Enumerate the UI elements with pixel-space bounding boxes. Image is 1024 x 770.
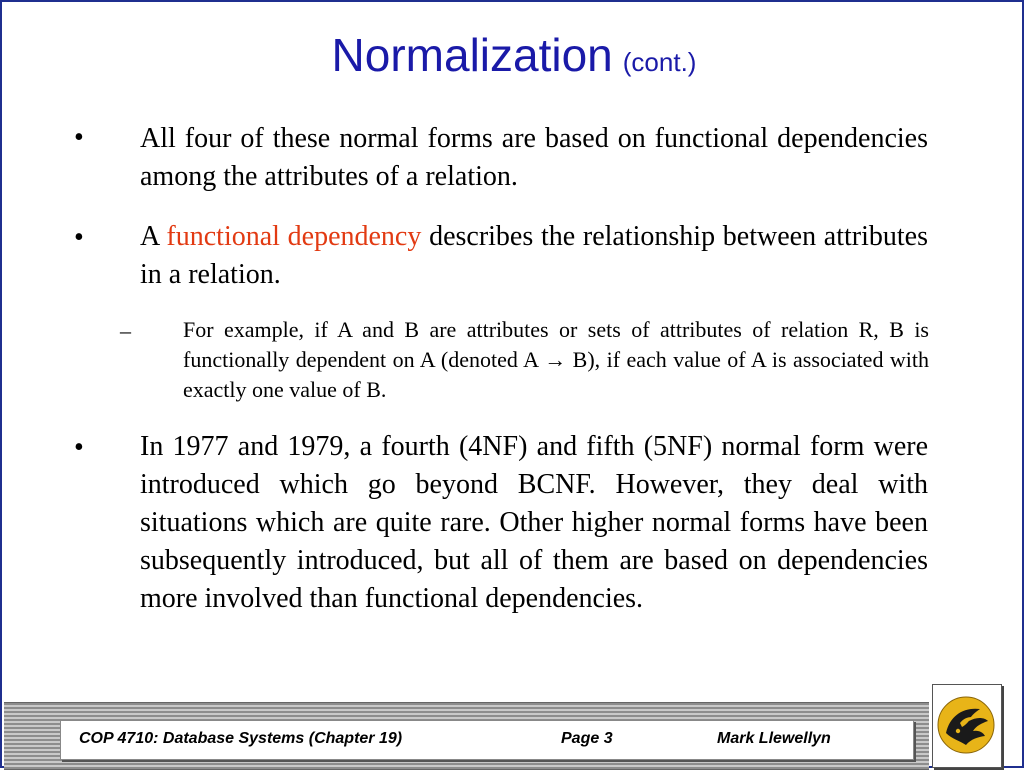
bullet-item-3: In 1977 and 1979, a fourth (4NF) and fifth (5NF) normal form were introduced which go beyond BCNF. However, they deal with situations which are quite rare. Other higher normal forms have been subsequently introduced, but all of them are based on dependencies more involved than functional dependencies. (140, 431, 928, 614)
term-functional-dependency: functional dependency (166, 221, 422, 252)
title-text: Normalization (331, 29, 613, 81)
sub-bullet-marker: – (120, 318, 131, 343)
bullet-marker-1: • (74, 122, 84, 153)
footer (2, 702, 1024, 770)
footer-course: COP 4710: Database Systems (Chapter 19) (79, 730, 403, 747)
bullet-item-2-post: describes the relationship between attributes in a relation. (140, 221, 929, 290)
pegasus-logo-icon (936, 693, 996, 757)
logo-box (932, 684, 1002, 768)
bullet-item-2 (140, 218, 928, 294)
footer-author: Mark Llewellyn (717, 730, 831, 747)
bullet-item-1: All four of these normal forms are based on functional dependencies among the attributes of a relation. (140, 123, 928, 192)
sub-bullet-item: For example, if A and B are attributes or sets of attributes of relation R, B is functionally dependent on A (denoted A → B), if each value of A is associated with exactly one value of B. (183, 317, 929, 402)
footer-panel (60, 720, 914, 760)
title-suffix: (cont.) (622, 47, 697, 77)
bullet-item-2-pre: A (140, 221, 159, 252)
slide-content (2, 2, 1024, 702)
bullet-marker-3: • (74, 432, 84, 463)
bullet-marker-2: • (74, 222, 84, 253)
footer-page: Page 3 (561, 730, 613, 747)
